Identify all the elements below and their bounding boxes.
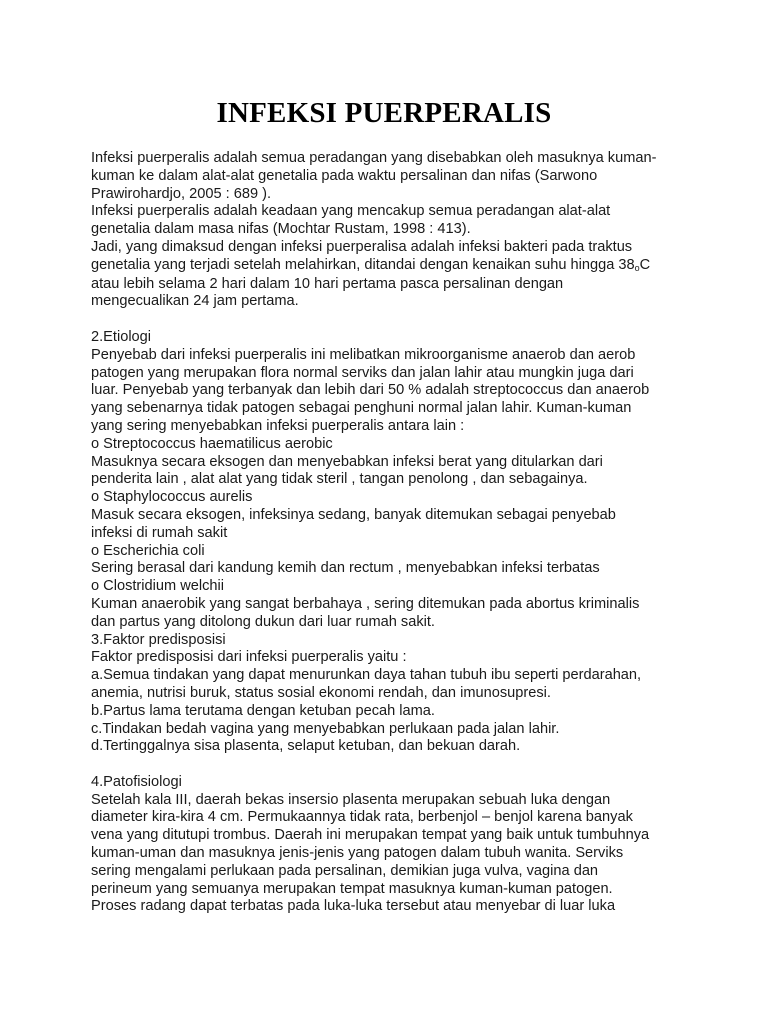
text-line-content: b.Partus lama terutama dengan ketuban pecah lama.	[91, 702, 435, 719]
text-line-content: 2.Etiologi	[91, 328, 152, 345]
text-line	[91, 721, 691, 739]
text-line-content: kuman-uman dan masuknya jenis-jenis yang patogen dalam tubuh wanita. Serviks	[91, 845, 624, 862]
text-line-content: Sering berasal dari kandung kemih dan rectum , menyebabkan infeksi terbatas	[91, 560, 600, 577]
document-title: INFEKSI PUERPERALIS	[216, 97, 552, 129]
text-line-content: penderita lain , alat alat yang tidak steril , tangan penolong , dan sebagainya.	[91, 471, 588, 488]
text-line-content: Faktor predisposisi dari infeksi puerperalis yaitu :	[91, 649, 407, 666]
text-line-content: sering mengalami perlukaan pada persalinan, demikian juga vulva, vagina dan	[91, 862, 599, 879]
text-line-content: Penyebab dari infeksi puerperalis ini melibatkan mikroorganisme anaerob dan aerob	[91, 346, 636, 363]
text-line	[91, 792, 691, 810]
text-line	[91, 221, 691, 239]
text-line-content: yang sering menyebabkan infeksi puerperalis antara lain :	[91, 417, 465, 434]
text-line-content: o Clostridium welchii	[91, 578, 225, 595]
text-line	[91, 507, 691, 525]
text-line	[91, 614, 691, 632]
text-line-content: Masuk secara eksogen, infeksinya sedang, banyak ditemukan sebagai penyebab	[91, 506, 616, 523]
text-line	[91, 454, 691, 472]
text-line	[91, 329, 691, 347]
text-line-content: genetalia yang terjadi setelah melahirkan, ditandai dengan kenaikan suhu hingga 38	[91, 256, 635, 273]
text-line	[91, 596, 691, 614]
text-line-content: genetalia dalam masa nifas (Mochtar Rustam, 1998 : 413).	[91, 221, 471, 238]
text-line	[91, 239, 691, 257]
text-line-content: o Escherichia coli	[91, 542, 205, 559]
text-line	[91, 667, 691, 685]
text-line	[91, 881, 691, 899]
text-line	[91, 418, 691, 436]
text-line-content: atau lebih selama 2 hari dalam 10 hari pertama pasca persalinan dengan	[91, 275, 564, 292]
text-line-content: d.Tertinggalnya sisa plasenta, selaput ketuban, dan bekuan darah.	[91, 738, 521, 755]
text-line-content: 3.Faktor predisposisi	[91, 631, 226, 648]
text-line	[91, 809, 691, 827]
text-line	[91, 186, 691, 204]
degree-mark: o	[634, 262, 640, 273]
degree-unit: C	[639, 256, 651, 273]
text-line	[91, 489, 691, 507]
text-line	[91, 898, 691, 916]
text-line-content: c.Tindakan bedah vagina yang menyebabkan perlukaan pada jalan lahir.	[91, 720, 560, 737]
text-line-content: Proses radang dapat terbatas pada luka-luka tersebut atau menyebar di luar luka	[91, 898, 616, 915]
text-line-content: a.Semua tindakan yang dapat menurunkan daya tahan tubuh ibu seperti perdarahan,	[91, 667, 642, 684]
text-line	[91, 436, 691, 454]
text-line-content: yang sebenarnya tidak patogen sebagai penghuni normal jalan lahir. Kuman-kuman	[91, 400, 632, 417]
text-line-content: o Staphylococcus aurelis	[91, 489, 253, 506]
text-line-content: kuman ke dalam alat-alat genetalia pada waktu persalinan dan nifas (Sarwono	[91, 167, 598, 184]
text-line-content: Masuknya secara eksogen dan menyebabkan infeksi berat yang ditularkan dari	[91, 453, 603, 470]
text-line-content: patogen yang merupakan flora normal serviks dan jalan lahir atau mungkin juga dari	[91, 364, 634, 381]
text-line	[91, 293, 691, 311]
document-body	[91, 150, 691, 916]
text-line-content: 4.Patofisiologi	[91, 773, 182, 790]
text-line	[91, 827, 691, 845]
text-line	[91, 738, 691, 756]
text-line-content: perineum yang semuanya merupakan tempat masuknya kuman-kuman patogen.	[91, 880, 613, 897]
text-line	[91, 365, 691, 383]
text-line	[91, 257, 691, 276]
text-line	[91, 845, 691, 863]
text-line	[91, 756, 691, 774]
text-line	[91, 703, 691, 721]
text-line	[91, 863, 691, 881]
text-line	[91, 525, 691, 543]
text-line	[91, 471, 691, 489]
text-line	[91, 400, 691, 418]
text-line-content: Jadi, yang dimaksud dengan infeksi puerperalisa adalah infeksi bakteri pada traktus	[91, 238, 633, 255]
text-line-content: anemia, nutrisi buruk, status sosial ekonomi rendah, dan imunosupresi.	[91, 684, 551, 701]
text-line	[91, 203, 691, 221]
text-line-content: diameter kira-kira 4 cm. Permukaannya tidak rata, berbenjol – benjol karena banyak	[91, 809, 633, 826]
text-line-content: mengecualikan 24 jam pertama.	[91, 293, 299, 310]
text-line-content: luar. Penyebab yang terbanyak dan lebih dari 50 % adalah streptococcus dan anaerob	[91, 382, 650, 399]
text-line	[91, 774, 691, 792]
text-line	[91, 632, 691, 650]
text-line	[91, 168, 691, 186]
text-line	[91, 685, 691, 703]
text-line-content: Infeksi puerperalis adalah keadaan yang mencakup semua peradangan alat-alat	[91, 203, 611, 220]
text-line-content: o Streptococcus haematilicus aerobic	[91, 435, 333, 452]
text-line	[91, 150, 691, 168]
text-line-content: Prawirohardjo, 2005 : 689 ).	[91, 185, 272, 202]
text-line-content: infeksi di rumah sakit	[91, 524, 228, 541]
text-line-content: Infeksi puerperalis adalah semua peradangan yang disebabkan oleh masuknya kuman-	[91, 150, 657, 166]
text-line-content: dan partus yang ditolong dukun dari luar rumah sakit.	[91, 613, 435, 630]
text-line	[91, 347, 691, 365]
text-line-content: Setelah kala III, daerah bekas insersio plasenta merupakan sebuah luka dengan	[91, 791, 611, 808]
text-line-content: vena yang ditutupi trombus. Daerah ini merupakan tempat yang baik untuk tumbuhnya	[91, 827, 650, 844]
text-line	[91, 382, 691, 400]
text-line	[91, 543, 691, 561]
text-line	[91, 276, 691, 294]
text-line	[91, 649, 691, 667]
text-line-content: Kuman anaerobik yang sangat berbahaya , sering ditemukan pada abortus kriminalis	[91, 595, 640, 612]
text-line	[91, 560, 691, 578]
text-line	[91, 578, 691, 596]
text-line	[91, 311, 691, 329]
